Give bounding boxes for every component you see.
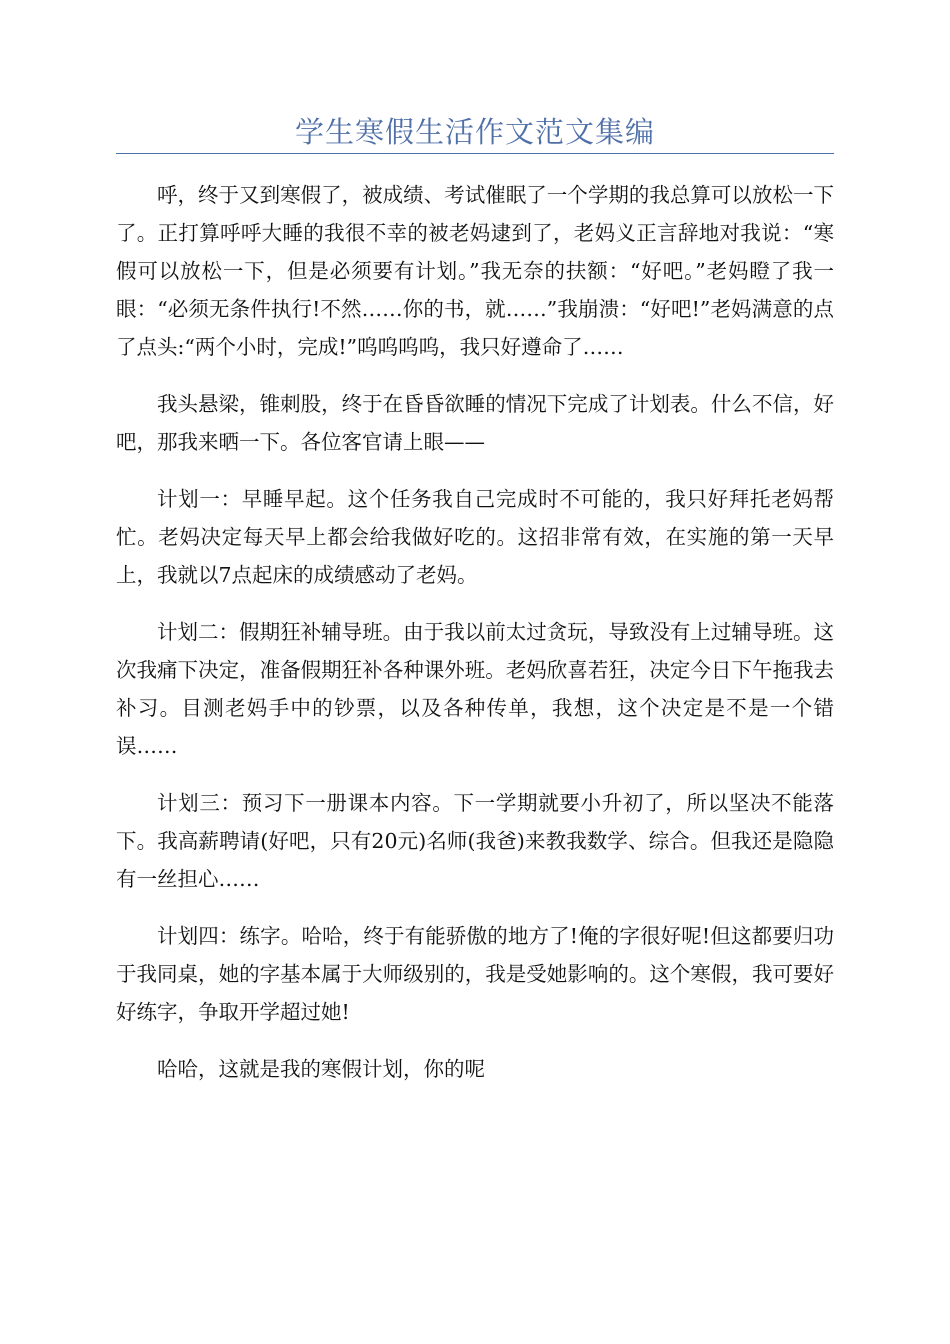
paragraph-3: 计划一：早睡早起。这个任务我自己完成时不可能的，我只好拜托老妈帮忙。老妈决定每天早上都会给我做好吃的。这招非常有效，在实施的第一天早上，我就以7点起床的成绩感动了老妈。 xyxy=(116,487,834,587)
document-title: 学生寒假生活作文范文集编 xyxy=(294,115,655,149)
title-underline xyxy=(116,153,834,154)
document-body xyxy=(116,176,834,1088)
paragraph-7: 哈哈，这就是我的寒假计划，你的呢 xyxy=(157,1057,485,1081)
paragraph-4: 计划二：假期狂补辅导班。由于我以前太过贪玩，导致没有上过辅导班。这次我痛下决定，准备假期狂补各种课外班。老妈欣喜若狂，决定今日下午拖我去补习。目测老妈手中的钞票，以及各种传单，我想，这个决定是不是一个错误…… xyxy=(116,620,834,758)
paragraph-6: 计划四：练字。哈哈，终于有能骄傲的地方了!俺的字很好呢!但这都要归功于我同桌，她的字基本属于大师级别的，我是受她影响的。这个寒假，我可要好好练字，争取开学超过她! xyxy=(116,924,834,1024)
paragraph-5: 计划三：预习下一册课本内容。下一学期就要小升初了，所以坚决不能落下。我高薪聘请(好吧，只有20元)名师(我爸)来教我数学、综合。但我还是隐隐有一丝担心…… xyxy=(116,791,834,891)
paragraph-1: 呼，终于又到寒假了，被成绩、考试催眠了一个学期的我总算可以放松一下了。正打算呼呼大睡的我很不幸的被老妈逮到了，老妈义正言辞地对我说：“寒假可以放松一下，但是必须要有计划。”我无奈的扶额：“好吧。”老妈瞪了我一眼：“必须无条件执行!不然……你的书，就……”我崩溃：“好吧!”老妈满意的点了点头:“两个小时，完成!”呜呜呜呜，我只好遵命了…… xyxy=(116,183,834,359)
paragraph-2: 我头悬梁，锥刺股，终于在昏昏欲睡的情况下完成了计划表。什么不信，好吧，那我来晒一下。各位客官请上眼—— xyxy=(116,392,834,454)
